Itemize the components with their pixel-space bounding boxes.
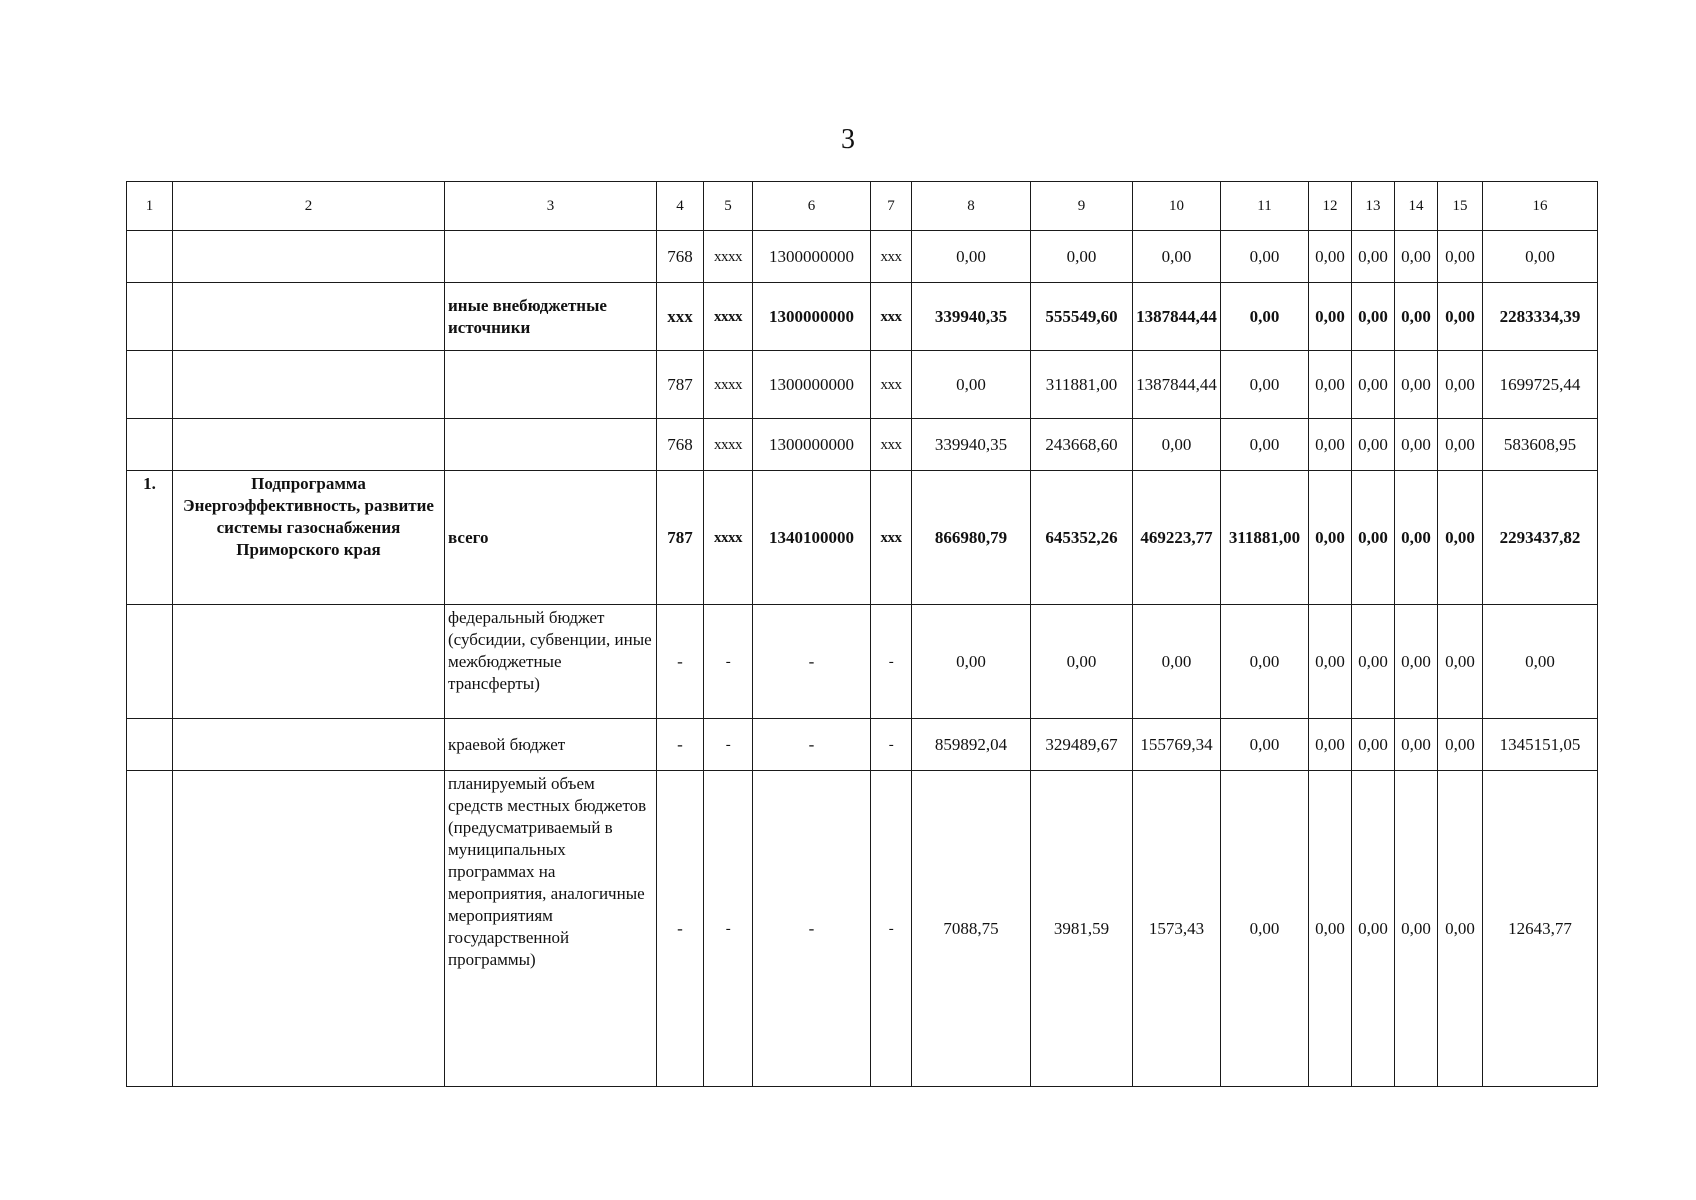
value-col-8: 0,00 bbox=[912, 351, 1031, 419]
total-value: 2293437,82 bbox=[1483, 471, 1598, 605]
code-target: 1340100000 bbox=[753, 471, 871, 605]
value-col-10: 1573,43 bbox=[1133, 771, 1221, 1087]
column-header: 8 bbox=[912, 182, 1031, 231]
code-section: xxxx bbox=[704, 283, 753, 351]
value-col-9: 243668,60 bbox=[1031, 419, 1133, 471]
value-col-15: 0,00 bbox=[1438, 351, 1483, 419]
column-header: 9 bbox=[1031, 182, 1133, 231]
code-target: 1300000000 bbox=[753, 231, 871, 283]
code-section: xxxx bbox=[704, 471, 753, 605]
code-type: xxx bbox=[871, 231, 912, 283]
code-grbs: - bbox=[657, 605, 704, 719]
funding-source bbox=[445, 419, 657, 471]
funding-source bbox=[445, 351, 657, 419]
table-row bbox=[127, 283, 1598, 351]
value-col-13: 0,00 bbox=[1352, 771, 1395, 1087]
row-number bbox=[127, 351, 173, 419]
value-col-12: 0,00 bbox=[1309, 719, 1352, 771]
value-col-9: 3981,59 bbox=[1031, 771, 1133, 1087]
value-col-12: 0,00 bbox=[1309, 605, 1352, 719]
value-col-12: 0,00 bbox=[1309, 283, 1352, 351]
code-target: - bbox=[753, 605, 871, 719]
value-col-8: 0,00 bbox=[912, 605, 1031, 719]
table-row bbox=[127, 231, 1598, 283]
value-col-11: 0,00 bbox=[1221, 283, 1309, 351]
table-row bbox=[127, 771, 1598, 1087]
value-col-10: 1387844,44 bbox=[1133, 351, 1221, 419]
value-col-10: 155769,34 bbox=[1133, 719, 1221, 771]
value-col-14: 0,00 bbox=[1395, 283, 1438, 351]
code-grbs: 787 bbox=[657, 351, 704, 419]
row-number bbox=[127, 419, 173, 471]
value-col-11: 0,00 bbox=[1221, 419, 1309, 471]
program-name bbox=[173, 771, 445, 1087]
column-header: 1 bbox=[127, 182, 173, 231]
total-value: 2283334,39 bbox=[1483, 283, 1598, 351]
value-col-12: 0,00 bbox=[1309, 231, 1352, 283]
column-header: 4 bbox=[657, 182, 704, 231]
value-col-15: 0,00 bbox=[1438, 771, 1483, 1087]
funding-source: планируемый объем средств местных бюджетов (предусматриваемый в муниципальных программах на мероприятия, аналогичные мероприятиям государственной программы) bbox=[445, 771, 657, 1087]
value-col-8: 339940,35 bbox=[912, 283, 1031, 351]
code-section: - bbox=[704, 719, 753, 771]
value-col-13: 0,00 bbox=[1352, 231, 1395, 283]
value-col-11: 0,00 bbox=[1221, 231, 1309, 283]
value-col-12: 0,00 bbox=[1309, 471, 1352, 605]
value-col-12: 0,00 bbox=[1309, 771, 1352, 1087]
value-col-8: 866980,79 bbox=[912, 471, 1031, 605]
value-col-11: 0,00 bbox=[1221, 771, 1309, 1087]
value-col-12: 0,00 bbox=[1309, 419, 1352, 471]
total-value: 0,00 bbox=[1483, 605, 1598, 719]
value-col-8: 0,00 bbox=[912, 231, 1031, 283]
value-col-14: 0,00 bbox=[1395, 605, 1438, 719]
code-target: - bbox=[753, 719, 871, 771]
code-type: xxx bbox=[871, 283, 912, 351]
code-section: xxxx bbox=[704, 231, 753, 283]
total-value: 1345151,05 bbox=[1483, 719, 1598, 771]
value-col-10: 1387844,44 bbox=[1133, 283, 1221, 351]
value-col-11: 0,00 bbox=[1221, 719, 1309, 771]
value-col-10: 0,00 bbox=[1133, 605, 1221, 719]
value-col-14: 0,00 bbox=[1395, 471, 1438, 605]
table-row bbox=[127, 719, 1598, 771]
value-col-15: 0,00 bbox=[1438, 419, 1483, 471]
page-number: 3 bbox=[841, 124, 855, 155]
code-target: 1300000000 bbox=[753, 351, 871, 419]
value-col-9: 555549,60 bbox=[1031, 283, 1133, 351]
row-number bbox=[127, 605, 173, 719]
row-number bbox=[127, 231, 173, 283]
value-col-9: 645352,26 bbox=[1031, 471, 1133, 605]
value-col-14: 0,00 bbox=[1395, 351, 1438, 419]
value-col-11: 311881,00 bbox=[1221, 471, 1309, 605]
column-header: 15 bbox=[1438, 182, 1483, 231]
value-col-10: 0,00 bbox=[1133, 419, 1221, 471]
table-row bbox=[127, 351, 1598, 419]
code-type: - bbox=[871, 771, 912, 1087]
value-col-15: 0,00 bbox=[1438, 719, 1483, 771]
value-col-10: 0,00 bbox=[1133, 231, 1221, 283]
table-row bbox=[127, 419, 1598, 471]
program-name bbox=[173, 719, 445, 771]
program-name bbox=[173, 351, 445, 419]
value-col-15: 0,00 bbox=[1438, 605, 1483, 719]
code-target: 1300000000 bbox=[753, 419, 871, 471]
row-number bbox=[127, 283, 173, 351]
table-row bbox=[127, 471, 1598, 605]
total-value: 0,00 bbox=[1483, 231, 1598, 283]
column-header: 7 bbox=[871, 182, 912, 231]
table-row bbox=[127, 605, 1598, 719]
value-col-8: 7088,75 bbox=[912, 771, 1031, 1087]
funding-source: краевой бюджет bbox=[445, 719, 657, 771]
funding-source: федеральный бюджет (субсидии, субвенции, иные межбюджетные трансферты) bbox=[445, 605, 657, 719]
column-header: 3 bbox=[445, 182, 657, 231]
value-col-13: 0,00 bbox=[1352, 719, 1395, 771]
value-col-13: 0,00 bbox=[1352, 283, 1395, 351]
row-number bbox=[127, 719, 173, 771]
code-section: - bbox=[704, 605, 753, 719]
column-header: 6 bbox=[753, 182, 871, 231]
value-col-13: 0,00 bbox=[1352, 471, 1395, 605]
code-grbs: xxx bbox=[657, 283, 704, 351]
code-grbs: - bbox=[657, 771, 704, 1087]
code-type: xxx bbox=[871, 471, 912, 605]
code-grbs: 787 bbox=[657, 471, 704, 605]
value-col-9: 0,00 bbox=[1031, 605, 1133, 719]
code-target: 1300000000 bbox=[753, 283, 871, 351]
value-col-11: 0,00 bbox=[1221, 351, 1309, 419]
header-row bbox=[127, 182, 1598, 231]
value-col-13: 0,00 bbox=[1352, 605, 1395, 719]
value-col-8: 339940,35 bbox=[912, 419, 1031, 471]
value-col-8: 859892,04 bbox=[912, 719, 1031, 771]
row-number: 1. bbox=[127, 471, 173, 605]
code-grbs: 768 bbox=[657, 231, 704, 283]
value-col-15: 0,00 bbox=[1438, 471, 1483, 605]
value-col-14: 0,00 bbox=[1395, 231, 1438, 283]
program-name bbox=[173, 283, 445, 351]
value-col-15: 0,00 bbox=[1438, 283, 1483, 351]
code-type: xxx bbox=[871, 351, 912, 419]
value-col-9: 0,00 bbox=[1031, 231, 1133, 283]
code-section: xxxx bbox=[704, 351, 753, 419]
value-col-15: 0,00 bbox=[1438, 231, 1483, 283]
column-header: 16 bbox=[1483, 182, 1598, 231]
funding-source: всего bbox=[445, 471, 657, 605]
column-header: 13 bbox=[1352, 182, 1395, 231]
program-name: Подпрограмма Энергоэффективность, развитие системы газоснабжения Приморского края bbox=[173, 471, 445, 605]
code-grbs: - bbox=[657, 719, 704, 771]
column-header: 2 bbox=[173, 182, 445, 231]
funding-source bbox=[445, 231, 657, 283]
value-col-14: 0,00 bbox=[1395, 719, 1438, 771]
row-number bbox=[127, 771, 173, 1087]
value-col-14: 0,00 bbox=[1395, 419, 1438, 471]
value-col-12: 0,00 bbox=[1309, 351, 1352, 419]
code-type: - bbox=[871, 605, 912, 719]
column-header: 5 bbox=[704, 182, 753, 231]
code-type: xxx bbox=[871, 419, 912, 471]
code-target: - bbox=[753, 771, 871, 1087]
value-col-14: 0,00 bbox=[1395, 771, 1438, 1087]
total-value: 583608,95 bbox=[1483, 419, 1598, 471]
column-header: 10 bbox=[1133, 182, 1221, 231]
budget-table bbox=[126, 181, 1598, 1087]
code-section: xxxx bbox=[704, 419, 753, 471]
column-header: 14 bbox=[1395, 182, 1438, 231]
value-col-11: 0,00 bbox=[1221, 605, 1309, 719]
value-col-9: 329489,67 bbox=[1031, 719, 1133, 771]
funding-source: иные внебюджетные источники bbox=[445, 283, 657, 351]
program-name bbox=[173, 419, 445, 471]
column-header: 11 bbox=[1221, 182, 1309, 231]
code-grbs: 768 bbox=[657, 419, 704, 471]
program-name bbox=[173, 231, 445, 283]
value-col-13: 0,00 bbox=[1352, 419, 1395, 471]
program-name bbox=[173, 605, 445, 719]
value-col-9: 311881,00 bbox=[1031, 351, 1133, 419]
value-col-13: 0,00 bbox=[1352, 351, 1395, 419]
column-header: 12 bbox=[1309, 182, 1352, 231]
code-section: - bbox=[704, 771, 753, 1087]
total-value: 1699725,44 bbox=[1483, 351, 1598, 419]
code-type: - bbox=[871, 719, 912, 771]
value-col-10: 469223,77 bbox=[1133, 471, 1221, 605]
total-value: 12643,77 bbox=[1483, 771, 1598, 1087]
